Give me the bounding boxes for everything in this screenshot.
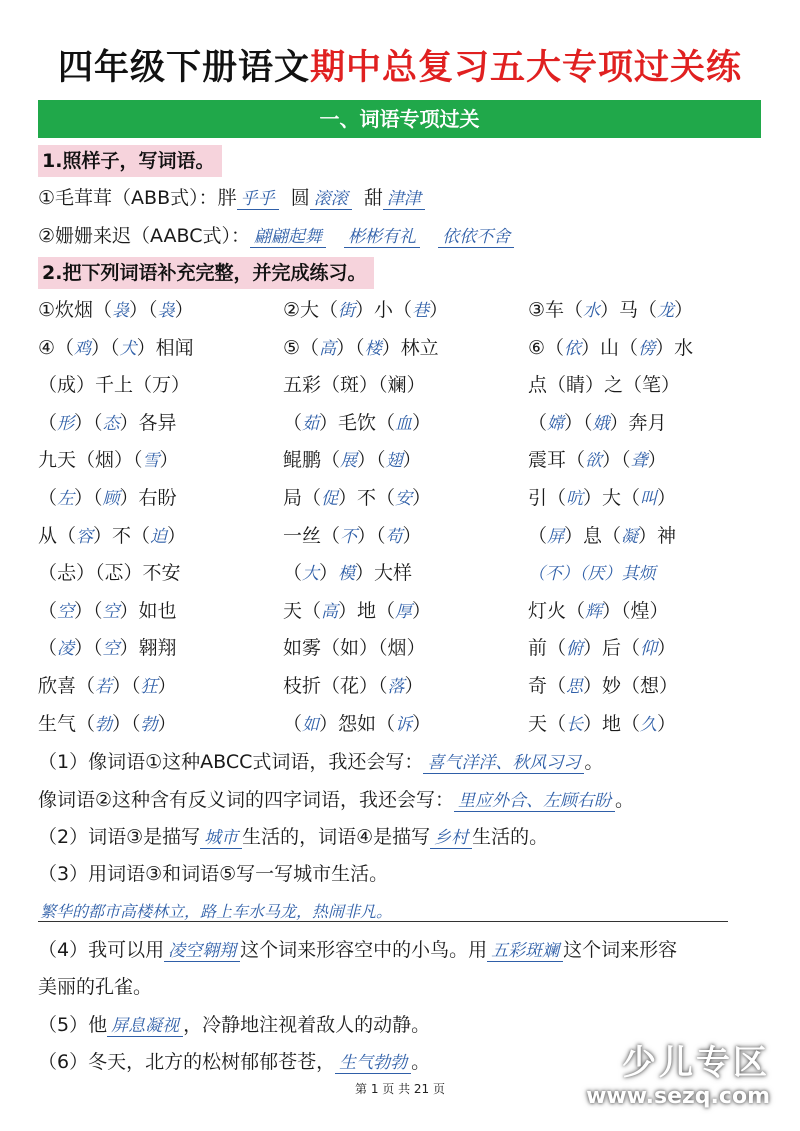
text: （5）他 bbox=[38, 1014, 108, 1036]
text: ） bbox=[412, 487, 432, 509]
answer: 凌空翱翔 bbox=[164, 941, 240, 962]
answer: 模 bbox=[338, 564, 356, 584]
exercise-2 bbox=[38, 822, 548, 853]
answer: 如 bbox=[302, 715, 320, 735]
text: ）（煌） bbox=[602, 600, 669, 622]
grid-cell bbox=[38, 596, 177, 627]
text: （ bbox=[528, 525, 548, 547]
answer: 生气勃勃 bbox=[335, 1053, 411, 1074]
text: ②大（ bbox=[283, 299, 339, 321]
grid-cell bbox=[283, 558, 412, 589]
answer: 勃 bbox=[95, 715, 113, 735]
answer: 翩翩起舞 bbox=[250, 227, 326, 248]
answer: 津津 bbox=[383, 189, 425, 210]
text: ）如也 bbox=[119, 600, 177, 622]
answer: 水 bbox=[583, 301, 601, 321]
answer: 凝 bbox=[621, 527, 639, 547]
grid-cell bbox=[283, 596, 431, 627]
exercise-6 bbox=[38, 1047, 430, 1078]
q1-row1-t1: 圆 bbox=[290, 187, 310, 209]
text: ⑥（ bbox=[528, 337, 565, 359]
answer: 屏 bbox=[547, 527, 565, 547]
text: 。 bbox=[411, 1051, 431, 1073]
text: 像词语②这种含有反义词的四字词语，我还会写： bbox=[38, 789, 455, 811]
grid-cell bbox=[528, 671, 678, 702]
text: （ bbox=[283, 713, 303, 735]
answer-line bbox=[38, 921, 728, 922]
text: ）不（ bbox=[93, 525, 151, 547]
text: ） bbox=[167, 525, 187, 547]
text: ）各异 bbox=[119, 412, 177, 434]
text: ） bbox=[404, 675, 424, 697]
text: ）大（ bbox=[583, 487, 641, 509]
text: 引（ bbox=[528, 487, 567, 509]
text: ） bbox=[157, 675, 177, 697]
q2-heading: 2.把下列词语补充完整，并完成练习。 bbox=[38, 257, 374, 289]
exercise-3 bbox=[38, 859, 388, 889]
text: 灯火（ bbox=[528, 600, 586, 622]
grid-cell bbox=[283, 408, 431, 439]
text: ）妙（想） bbox=[583, 675, 679, 697]
grid-cell bbox=[38, 333, 194, 364]
title-part1: 四年级下册语文 bbox=[57, 48, 310, 88]
answer: 厚 bbox=[395, 602, 413, 622]
answer: 勃 bbox=[140, 715, 158, 735]
text: 。 bbox=[615, 789, 635, 811]
text: ） bbox=[402, 525, 422, 547]
answer: 空 bbox=[102, 602, 120, 622]
text: ）地（ bbox=[338, 600, 396, 622]
text: 从（ bbox=[38, 525, 77, 547]
q1-row2 bbox=[38, 221, 514, 252]
text: ）右盼 bbox=[119, 487, 177, 509]
text: ）（ bbox=[91, 337, 120, 359]
text: ④（ bbox=[38, 337, 75, 359]
text: ）（ bbox=[357, 449, 386, 471]
grid-cell bbox=[528, 521, 676, 552]
text: ）相闻 bbox=[136, 337, 194, 359]
text: ） bbox=[174, 299, 194, 321]
text: ）神 bbox=[638, 525, 677, 547]
exercise-4a bbox=[38, 935, 677, 966]
text: ①炊烟（ bbox=[38, 299, 113, 321]
text: 枝折（花）（ bbox=[283, 675, 388, 697]
grid-cell bbox=[528, 709, 676, 740]
text: （3）用词语③和词语⑤写一写城市生活。 bbox=[38, 863, 389, 885]
answer: 娥 bbox=[592, 414, 610, 434]
text: ）水 bbox=[655, 337, 694, 359]
answer: 促 bbox=[321, 489, 339, 509]
text: ）（ bbox=[112, 713, 141, 735]
text: 一丝（ bbox=[283, 525, 341, 547]
text: ） bbox=[319, 562, 339, 584]
answer: 大 bbox=[302, 564, 320, 584]
text: （ bbox=[283, 562, 303, 584]
text: 前（ bbox=[528, 637, 567, 659]
exercise-3-answer: 繁华的都市高楼林立，路上车水马龙，热闹非凡。 bbox=[40, 902, 393, 921]
exercise-4b bbox=[38, 972, 152, 1002]
grid-cell bbox=[38, 370, 190, 400]
text: （6）冬天，北方的松树郁郁苍苍， bbox=[38, 1051, 336, 1073]
answer: 凌 bbox=[57, 639, 75, 659]
text: ）小（ bbox=[355, 299, 413, 321]
text: ）后（ bbox=[583, 637, 641, 659]
answer: 左 bbox=[57, 489, 75, 509]
text: 欣喜（ bbox=[38, 675, 96, 697]
text: ） bbox=[674, 299, 694, 321]
title-part2: 期中总复习五大专项过关练 bbox=[310, 48, 743, 88]
text: 天（ bbox=[528, 713, 567, 735]
text: 点（睛）之（笔） bbox=[528, 374, 681, 396]
text: 天（ bbox=[283, 600, 322, 622]
text: ）奔月 bbox=[609, 412, 667, 434]
text: ）（ bbox=[602, 449, 631, 471]
answer: 依依不舍 bbox=[438, 227, 514, 248]
answer: 滚滚 bbox=[310, 189, 352, 210]
text: （ bbox=[38, 412, 58, 434]
answer: 叫 bbox=[640, 489, 658, 509]
text: 鲲鹏（ bbox=[283, 449, 341, 471]
grid-cell bbox=[283, 333, 439, 364]
grid-cell bbox=[283, 483, 431, 514]
answer: 喜气洋洋、秋风习习 bbox=[423, 753, 584, 774]
text: 震耳（ bbox=[528, 449, 586, 471]
watermark-line2: www.sezq.com bbox=[586, 1084, 770, 1109]
answer: 态 bbox=[102, 414, 120, 434]
text: 九天（烟）（ bbox=[38, 449, 143, 471]
answer: （不）（厌）其烦 bbox=[528, 564, 656, 584]
answer: 空 bbox=[102, 639, 120, 659]
answer: 高 bbox=[319, 339, 337, 359]
answer: 聋 bbox=[630, 451, 648, 471]
text: 。 bbox=[584, 751, 604, 773]
text: ）翱翔 bbox=[119, 637, 177, 659]
answer: 城市 bbox=[200, 828, 242, 849]
grid-cell bbox=[528, 596, 669, 627]
text: ） bbox=[657, 637, 677, 659]
answer: 诉 bbox=[395, 715, 413, 735]
answer: 思 bbox=[566, 677, 584, 697]
grid-cell bbox=[38, 408, 177, 439]
answer: 高 bbox=[321, 602, 339, 622]
text: ）（ bbox=[74, 637, 103, 659]
grid-cell bbox=[283, 709, 431, 740]
text: ） bbox=[429, 299, 449, 321]
answer: 不 bbox=[340, 527, 358, 547]
text: 奇（ bbox=[528, 675, 567, 697]
text: 如雾（如）（烟） bbox=[283, 637, 426, 659]
text: （4）我可以用 bbox=[38, 939, 165, 961]
q1-row2-prefix: ②姗姗来迟（AABC式）： bbox=[38, 225, 251, 247]
text: 美丽的孔雀。 bbox=[38, 976, 153, 998]
text: ） bbox=[159, 449, 179, 471]
q1-row1-t2: 甜 bbox=[363, 187, 383, 209]
grid-cell bbox=[283, 295, 448, 326]
grid-cell bbox=[283, 521, 422, 552]
grid-cell bbox=[528, 445, 667, 476]
text: ） bbox=[157, 713, 177, 735]
text: ）马（ bbox=[600, 299, 658, 321]
answer: 俯 bbox=[566, 639, 584, 659]
answer: 空 bbox=[57, 602, 75, 622]
answer: 狂 bbox=[140, 677, 158, 697]
answer: 雪 bbox=[142, 451, 160, 471]
text: （ bbox=[38, 487, 58, 509]
text: 生活的，词语④是描写 bbox=[242, 826, 431, 848]
grid-cell bbox=[528, 408, 667, 439]
text: ③车（ bbox=[528, 299, 584, 321]
answer: 欲 bbox=[585, 451, 603, 471]
answer: 吭 bbox=[566, 489, 584, 509]
answer: 犬 bbox=[119, 339, 137, 359]
grid-cell bbox=[283, 671, 424, 702]
answer: 仰 bbox=[640, 639, 658, 659]
exercise-1a bbox=[38, 747, 603, 778]
answer: 茹 bbox=[302, 414, 320, 434]
text: ，冷静地注视着敌人的动静。 bbox=[183, 1014, 431, 1036]
answer: 街 bbox=[338, 301, 356, 321]
text: （ bbox=[528, 412, 548, 434]
text: 这个词来形容 bbox=[563, 939, 678, 961]
text: ） bbox=[657, 487, 677, 509]
text: ）（ bbox=[74, 487, 103, 509]
watermark-line1: 少儿专区 bbox=[622, 1043, 770, 1083]
text: ）（ bbox=[357, 525, 386, 547]
text: ） bbox=[412, 600, 432, 622]
answer: 落 bbox=[387, 677, 405, 697]
text: 这个词来形容空中的小鸟。用 bbox=[240, 939, 488, 961]
grid-cell bbox=[528, 633, 676, 664]
text: ）山（ bbox=[581, 337, 639, 359]
page-title bbox=[0, 40, 800, 90]
section-banner: 一、词语专项过关 bbox=[38, 100, 761, 138]
text: （ bbox=[38, 637, 58, 659]
answer: 楼 bbox=[364, 339, 382, 359]
answer: 彬彬有礼 bbox=[344, 227, 420, 248]
answer: 五彩斑斓 bbox=[487, 941, 563, 962]
watermark bbox=[586, 1035, 770, 1109]
answer: 苟 bbox=[385, 527, 403, 547]
q1-row1-prefix: ①毛茸茸（ABB式）：胖 bbox=[38, 187, 237, 209]
answer: 血 bbox=[395, 414, 413, 434]
text: ）（ bbox=[336, 337, 365, 359]
answer: 安 bbox=[395, 489, 413, 509]
answer: 若 bbox=[95, 677, 113, 697]
grid-cell bbox=[38, 558, 181, 588]
grid-cell bbox=[528, 558, 656, 589]
answer: 傍 bbox=[638, 339, 656, 359]
q1-heading: 1.照样子，写词语。 bbox=[38, 145, 222, 177]
grid-cell bbox=[38, 445, 179, 476]
text: ） bbox=[412, 713, 432, 735]
answer: 久 bbox=[640, 715, 658, 735]
q1-row1 bbox=[38, 183, 425, 214]
text: ）（ bbox=[74, 412, 103, 434]
text: ）（ bbox=[564, 412, 593, 434]
exercise-5 bbox=[38, 1010, 430, 1041]
answer: 鸡 bbox=[74, 339, 92, 359]
page-footer: 第 1 页 共 21 页 bbox=[355, 1082, 445, 1096]
grid-cell bbox=[38, 295, 194, 326]
text: （成）千上（万） bbox=[38, 374, 191, 396]
text: （ bbox=[38, 600, 58, 622]
text: ）林立 bbox=[381, 337, 439, 359]
text: ） bbox=[647, 449, 667, 471]
answer: 里应外合、左顾右盼 bbox=[454, 791, 615, 812]
text: 五彩（斑）（斓） bbox=[283, 374, 426, 396]
answer: 龙 bbox=[657, 301, 675, 321]
exercise-1b bbox=[38, 785, 634, 816]
text: 局（ bbox=[283, 487, 322, 509]
text: ）地（ bbox=[583, 713, 641, 735]
text: ）（ bbox=[112, 675, 141, 697]
text: ）毛饮（ bbox=[319, 412, 396, 434]
text: ） bbox=[657, 713, 677, 735]
answer: 屏息凝视 bbox=[107, 1016, 183, 1037]
grid-cell bbox=[38, 671, 177, 702]
grid-cell bbox=[38, 483, 177, 514]
text: （忐）（忑）不安 bbox=[38, 562, 181, 584]
text: （ bbox=[283, 412, 303, 434]
grid-cell bbox=[283, 445, 422, 476]
grid-cell bbox=[283, 370, 426, 400]
answer: 乡村 bbox=[430, 828, 472, 849]
text: ） bbox=[402, 449, 422, 471]
text: ）不（ bbox=[338, 487, 396, 509]
answer: 依 bbox=[564, 339, 582, 359]
text: ）大样 bbox=[355, 562, 413, 584]
grid-cell bbox=[38, 521, 186, 552]
answer: 巷 bbox=[412, 301, 430, 321]
answer: 袅 bbox=[112, 301, 130, 321]
grid-cell bbox=[528, 295, 693, 326]
grid-cell bbox=[38, 633, 177, 664]
answer: 嫦 bbox=[547, 414, 565, 434]
answer: 辉 bbox=[585, 602, 603, 622]
answer: 袅 bbox=[157, 301, 175, 321]
grid-cell bbox=[528, 483, 676, 514]
grid-cell bbox=[283, 633, 426, 663]
text: （2）词语③是描写 bbox=[38, 826, 201, 848]
answer: 迫 bbox=[150, 527, 168, 547]
answer: 长 bbox=[566, 715, 584, 735]
grid-cell bbox=[38, 709, 177, 740]
answer: 乎乎 bbox=[237, 189, 279, 210]
text: ⑤（ bbox=[283, 337, 320, 359]
text: ） bbox=[412, 412, 432, 434]
answer: 形 bbox=[57, 414, 75, 434]
grid-cell bbox=[528, 370, 680, 400]
answer: 容 bbox=[76, 527, 94, 547]
text: ）（ bbox=[129, 299, 158, 321]
answer: 翅 bbox=[385, 451, 403, 471]
text: ）（ bbox=[74, 600, 103, 622]
text: ）怨如（ bbox=[319, 713, 396, 735]
answer: 顾 bbox=[102, 489, 120, 509]
text: 生活的。 bbox=[472, 826, 549, 848]
answer: 展 bbox=[340, 451, 358, 471]
text: 生气（ bbox=[38, 713, 96, 735]
text: ）息（ bbox=[564, 525, 622, 547]
text: （1）像词语①这种ABCC式词语，我还会写： bbox=[38, 751, 424, 773]
grid-cell bbox=[528, 333, 693, 364]
